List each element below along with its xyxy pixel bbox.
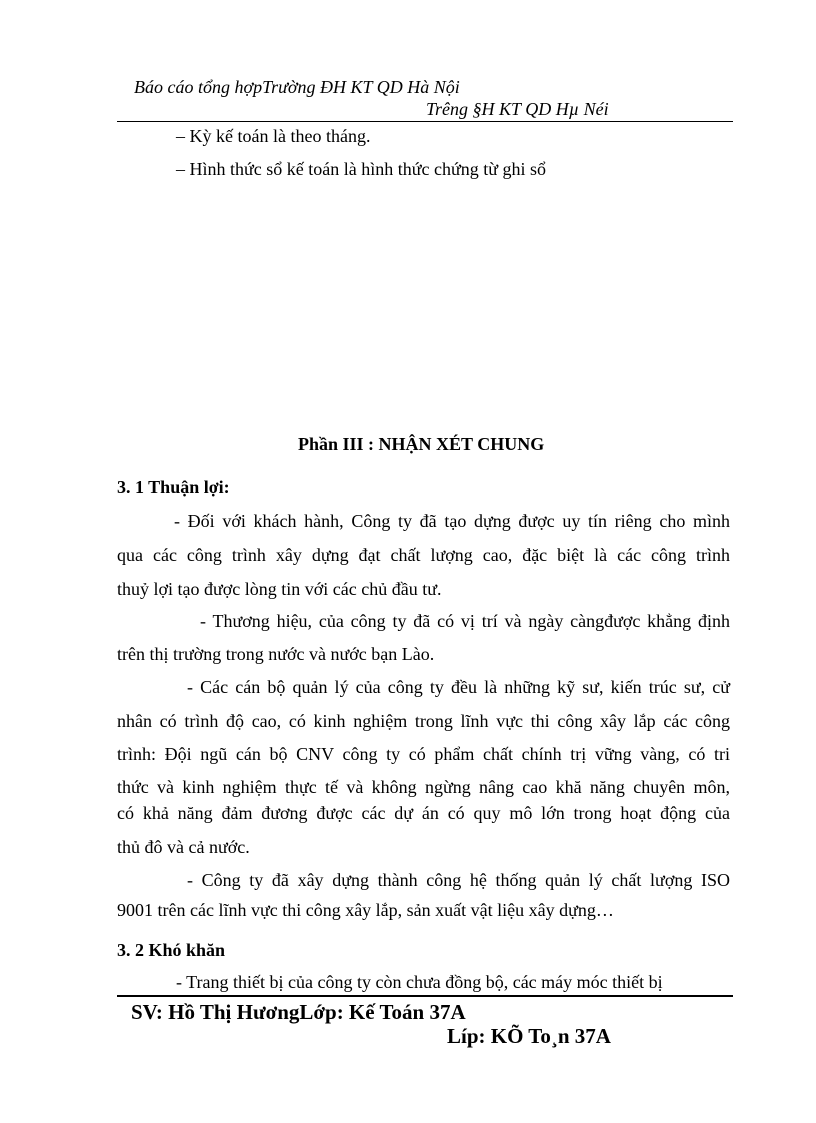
paragraph-line: trên thị trường trong nước và nước bạn Lào. [117, 644, 435, 664]
bullet: – Hình thức sổ kế toán là hình thức chứng từ ghi sổ [176, 159, 546, 179]
footer-class: Líp: KÕ To¸n 37A [447, 1024, 611, 1048]
paragraph-line: - Các cán bộ quản lý của công ty đều là những kỹ sư, kiến trúc sư, cử [187, 677, 730, 697]
paragraph-line: - Đối với khách hành, Công ty đã tạo dựng được uy tín riêng cho mình [174, 511, 730, 531]
header-subtitle: Trêng §H KT QD Hµ Néi [426, 99, 609, 119]
paragraph-line: thủ đô và cả nước. [117, 837, 250, 857]
paragraph-line: - Công ty đã xây dựng thành công hệ thống quản lý chất lượng ISO [187, 870, 730, 890]
paragraph-line: - Trang thiết bị của công ty còn chưa đồng bộ, các máy móc thiết bị [176, 972, 663, 992]
paragraph-line: - Thương hiệu, của công ty đã có vị trí và ngày càngđược khẳng định [200, 611, 730, 631]
paragraph-line: thuỷ lợi tạo được lòng tin với các chủ đầu tư. [117, 579, 442, 599]
footer-student: SV: Hồ Thị HươngLớp: Kế Toán 37A [131, 1000, 466, 1024]
paragraph-line: có khả năng đảm đương được các dự án có quy mô lớn trong hoạt động của [117, 803, 730, 823]
heading-3-2: 3. 2 Khó khăn [117, 940, 226, 960]
paragraph-line: nhân có trình độ cao, có kinh nghiệm trong lĩnh vực thi công xây lắp các công [117, 711, 730, 731]
paragraph-line: 9001 trên các lĩnh vực thi công xây lắp, sản xuất vật liệu xây dựng… [117, 900, 614, 920]
bullet: – Kỳ kế toán là theo tháng. [176, 126, 371, 146]
heading-3-1: 3. 1 Thuận lợi: [117, 477, 230, 497]
section-title: Phần III : NHẬN XÉT CHUNG [298, 434, 545, 454]
footer-rule [117, 995, 733, 997]
header-rule [117, 121, 733, 122]
paragraph-line: qua các công trình xây dựng đạt chất lượng cao, đặc biệt là các công trình [117, 545, 730, 565]
paragraph-line: trình: Đội ngũ cán bộ CNV công ty có phẩm chất chính trị vững vàng, có tri [117, 744, 730, 764]
header-title: Báo cáo tổng hợpTrường ĐH KT QD Hà Nội [134, 77, 460, 97]
paragraph-line: thức và kinh nghiệm thực tế và không ngừng nâng cao khă năng chuyên môn, [117, 777, 730, 797]
